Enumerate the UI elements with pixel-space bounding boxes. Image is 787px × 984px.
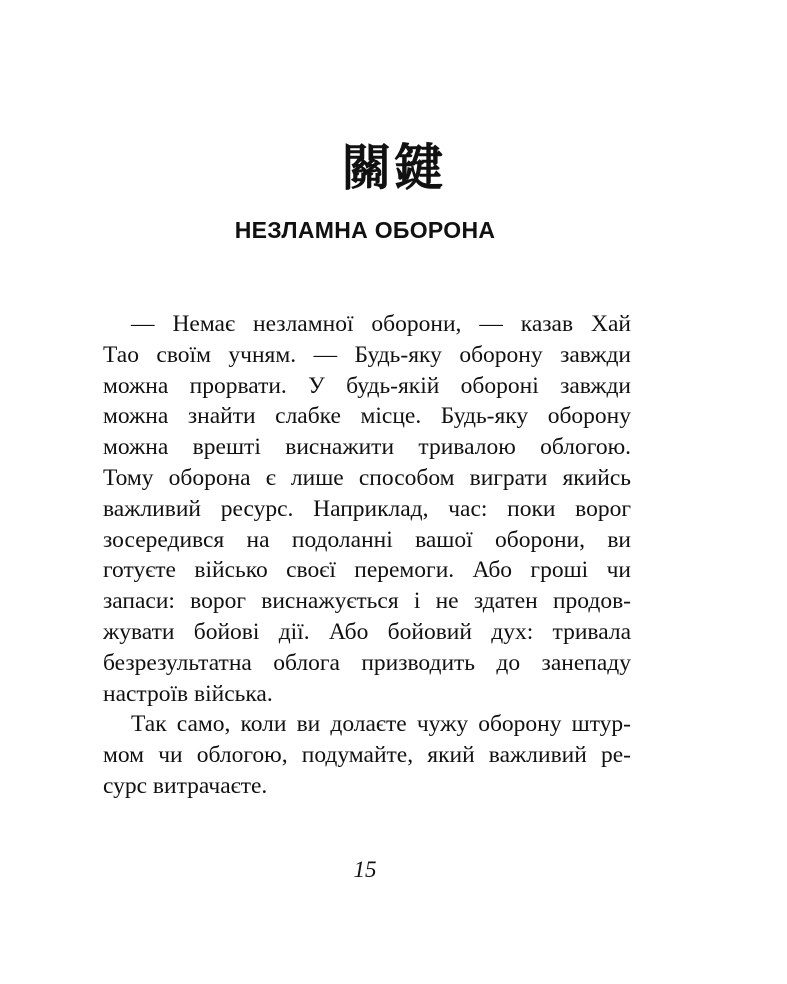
paragraph	[103, 309, 631, 709]
text-line: можна прорвати. У будь-якій обороні завжди	[103, 372, 631, 399]
text-line: запаси: ворог виснажується і не здатен продов-	[103, 588, 631, 615]
text-line: готуєте військо своєї перемоги. Або гроші чи	[103, 557, 631, 584]
text-line: Так само, коли ви долаєте чужу оборону штур-	[131, 711, 631, 738]
paragraph	[103, 709, 631, 801]
text-line: Тому оборона є лише способом виграти якийсь	[103, 464, 631, 491]
text-line: безрезультатна облога призводить до занепаду	[103, 649, 631, 676]
text-line: Тао своїм учням. — Будь-яку оборону завжди	[103, 341, 631, 368]
text-line: сурс витрачаєте.	[103, 772, 268, 799]
text-line: зосередився на подоланні вашої оборони, ви	[103, 526, 631, 553]
text-line: можна врешті виснажити тривалою облогою.	[103, 434, 631, 461]
chapter-title: НЕЗЛАМНА ОБОРОНА	[234, 217, 496, 243]
body-text	[103, 309, 631, 802]
text-line: можна знайти слабке місце. Будь-яку оборону	[103, 403, 631, 430]
page-number: 15	[353, 857, 377, 882]
text-line: настроїв війська.	[103, 680, 273, 707]
chapter-glyphs: 關鍵	[341, 139, 446, 197]
text-line: мом чи облогою, подумайте, який важливий ре-	[103, 742, 631, 769]
text-line: жувати бойові дії. Або бойовий дух: тривала	[103, 618, 631, 645]
text-line: важливий ресурс. Наприклад, час: поки ворог	[103, 495, 631, 522]
text-line: — Немає незламної оборони, — казав Хай	[131, 311, 631, 337]
